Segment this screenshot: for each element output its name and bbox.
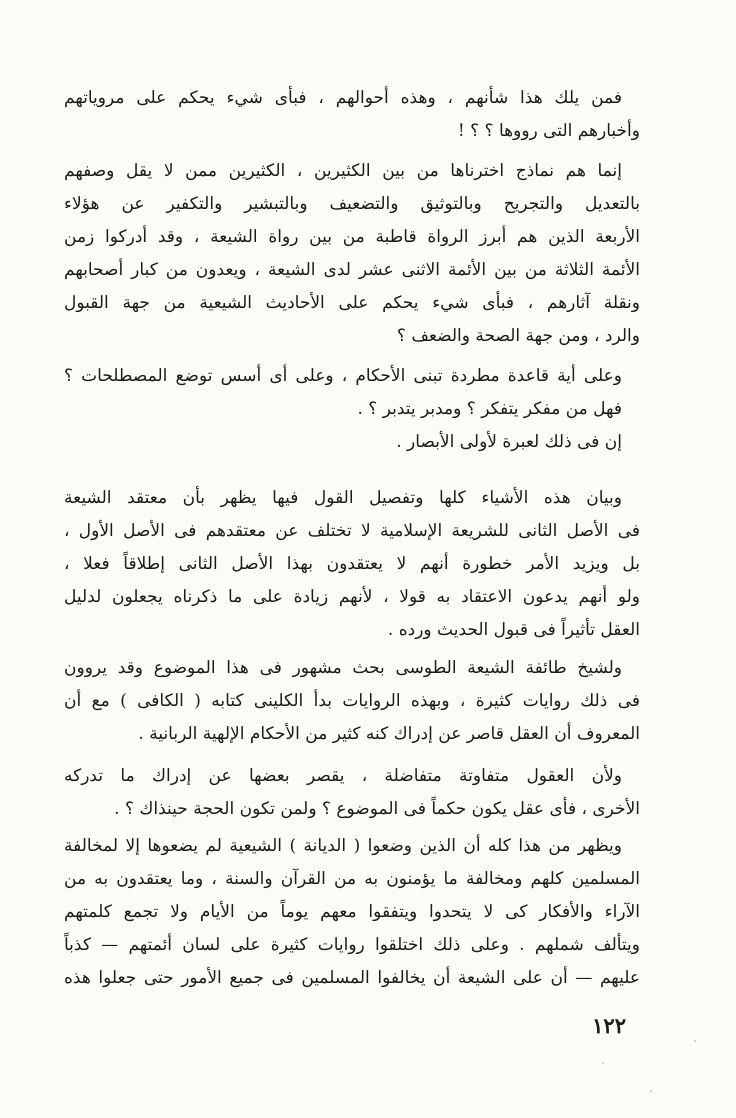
text-line: الأئمة الثلاثة من بين الأئمة الاثنى عشر لدى الشيعة ، ويعدون من كبار أصحابهم [64,260,640,280]
text-line: ولو أنهم يدعون الاعتقاد به قولا ، لأنهم زيادة على ما ذكرناه يجعلون لدليل [64,587,640,607]
text-line: ولشيخ طائفة الشيعة الطوسى بحث مشهور فى هذا الموضوع وقد يروون [64,658,622,678]
paragraph [64,830,640,995]
text-line: إن فى ذلك لعبرة لأولى الأبصار . [396,432,622,452]
text-line: وأخبارهم التى رووها ؟ ؟ ! [457,121,640,141]
text-line: فهل من مفكر يتفكر ؟ ومدبر يتدبر ؟ . [357,399,622,419]
page-number: ١٢٢ [592,1013,626,1038]
text-line: فى ذلك روايات كثيرة ، وبهذه الروايات بدأ الكلينى كتابه ( الكافى ) مع أن [64,691,640,711]
text-line: الأخرى ، فأى عقل يكون حكماً فى الموضوع ؟ ولمن تكون الحجة حينذاك ؟ . [114,799,640,819]
text-line: ويتألف شملهم . وعلى ذلك اختلقوا روايات كثيرة على لسان أئمتهم — كذباً [64,935,640,955]
paragraph [64,155,640,353]
paragraph [64,652,640,751]
text-line: بل ويزيد الأمر خطورة أنهم لا يعتقدون بهذا الأصل الثانى إطلاقاً فعلا ، [64,554,640,574]
scan-speck [650,1090,652,1092]
scan-speck [694,1040,696,1042]
text-line: وبيان هذه الأشياء كلها وتفصيل القول فيها يظهر بأن معتقد الشيعة [64,488,622,508]
text-line: إنما هم نماذج اخترناها من بين الكثيرين ، الكثيرين ممن لا يقل وصفهم [64,161,622,181]
text-line: الأربعة الذين هم أبرز الرواة قاطبة من بين رواة الشيعة ، وقد أدركوا زمن [64,227,640,247]
text-line: بالتعديل والتجريح وبالتوثيق والتضعيف وبالتبشير والتكفير عن هؤلاء [64,194,640,214]
text-line: فمن يلك هذا شأنهم ، وهذه أحوالهم ، فبأى شيء يحكم على مروياتهم [64,88,622,108]
text-line: الآراء والأفكار كى لا يتحدوا ويتفقوا معهم يوماً من الأيام ولا تجمع كلمتهم [64,902,640,922]
text-line: وعلى أية قاعدة مطردة تبنى الأحكام ، وعلى أى أسس توضع المصطلحات ؟ [64,366,622,386]
text-line: عليهم — أن على الشيعة أن يخالفوا المسلمين فى جميع الأمور حتى جعلوا هذه [64,968,640,988]
paragraph [64,360,640,459]
text-line: ولأن العقول متفاوتة متفاضلة ، يقصر بعضها عن إدراك ما تدركه [64,766,622,786]
text-line: المسلمين كلهم ومخالفة ما يؤمنون به من القرآن والسنة ، وما يعتقدون به من [64,869,640,889]
text-line: فى الأصل الثانى للشريعة الإسلامية لا تختلف عن معتقدهم فى الأصل الأول ، [64,521,640,541]
text-line: ويظهر من هذا كله أن الذين وضعوا ( الديانة ) الشيعية لم يضعوها إلا لمخالفة [64,836,622,856]
scan-speck [602,1062,604,1064]
text-line: والرد ، ومن جهة الصحة والضعف ؟ [396,326,640,346]
text-line: ونقلة آثارهم ، فبأى شيء يحكم على الأحاديث الشيعية من جهة القبول [64,293,640,313]
paragraph [64,82,640,148]
text-line: المعروف أن العقل قاصر عن إدراك كنه كثير من الأحكام الإلهية الربانية . [138,724,640,744]
text-line: العقل تأثيراً فى قبول الحديث ورده . [387,620,640,640]
paragraph [64,760,640,826]
paragraph [64,482,640,647]
